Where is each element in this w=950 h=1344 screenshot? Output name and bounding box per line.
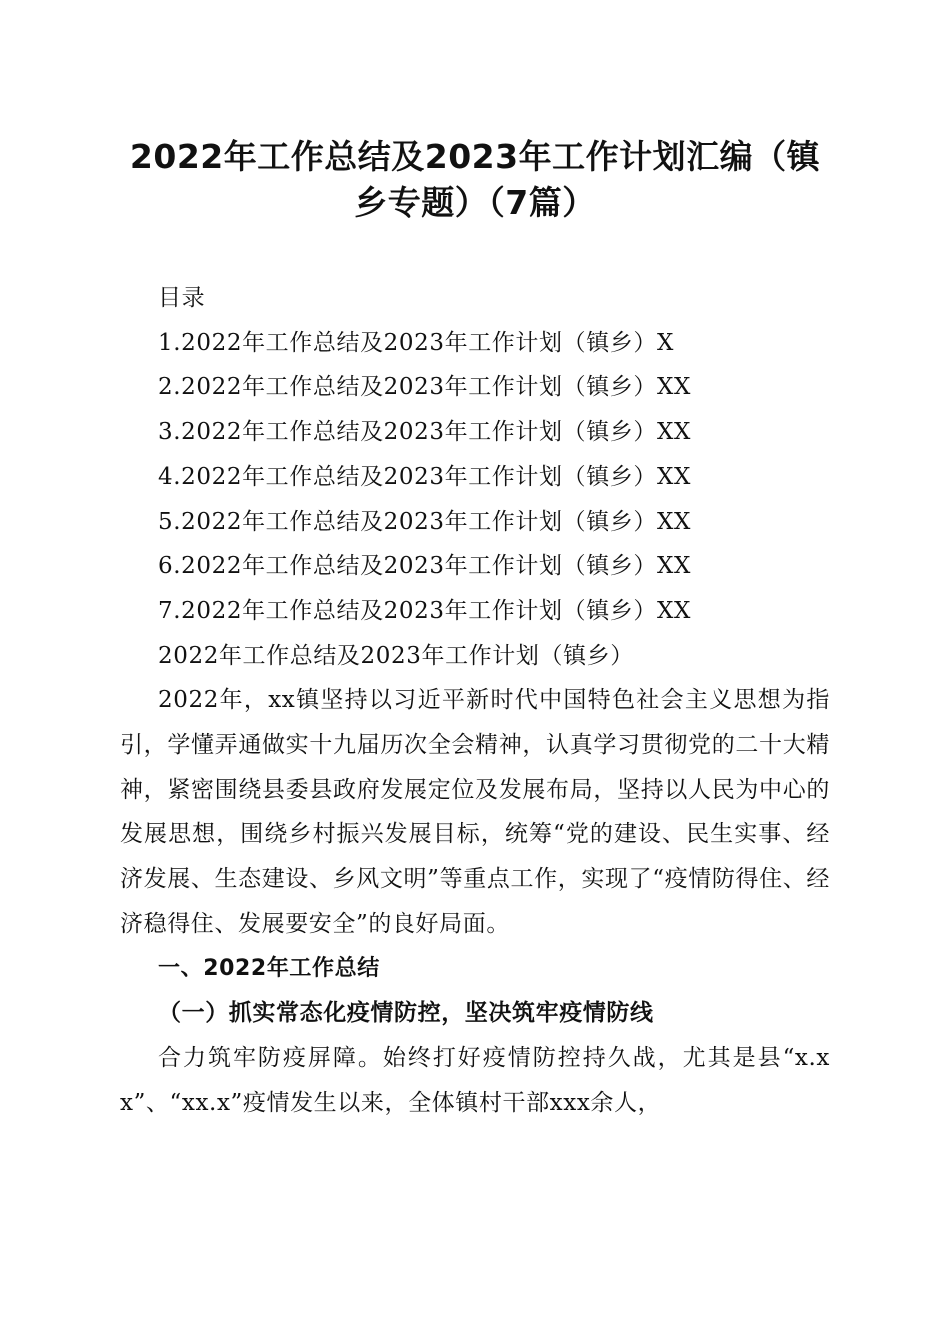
toc-item-6[interactable]: 6.2022年工作总结及2023年工作计划（镇乡）XX	[158, 553, 691, 580]
toc-label: 目录	[158, 285, 206, 311]
toc-item-5[interactable]: 5.2022年工作总结及2023年工作计划（镇乡）XX	[158, 508, 691, 535]
subsection-heading-1: （一）抓实常态化疫情防控，坚决筑牢疫情防线	[158, 999, 654, 1027]
article-title: 2022年工作总结及2023年工作计划（镇乡）	[158, 642, 634, 669]
toc-item-4[interactable]: 4.2022年工作总结及2023年工作计划（镇乡）XX	[158, 463, 691, 490]
toc-item-2[interactable]: 2.2022年工作总结及2023年工作计划（镇乡）XX	[158, 374, 691, 401]
document-title: 2022年工作总结及2023年工作计划汇编（镇乡专题）（7篇）	[129, 137, 821, 222]
intro-paragraph: 2022年，xx镇坚持以习近平新时代中国特色社会主义思想为指引，学懂弄通做实十九届历次全会精神，认真学习贯彻党的二十大精神，紧密围绕县委县政府发展定位及发展布局，坚持以人民为中心的发展思想，围绕乡村振兴发展目标，统筹“党的建设、民生实事、经济发展、生态建设、乡风文明”等重点工作，实现了“疫情防得住、经济稳得住、发展要安全”的良好局面。	[120, 687, 830, 937]
toc-item-7[interactable]: 7.2022年工作总结及2023年工作计划（镇乡）XX	[158, 597, 691, 624]
document-body	[120, 276, 830, 1125]
section-heading-1: 一、2022年工作总结	[158, 955, 380, 981]
subsection-paragraph-1: 合力筑牢防疫屏障。始终打好疫情防控持久战，尤其是县“x.xx”、“xx.x”疫情发生以来，全体镇村干部xxx余人，	[120, 1044, 830, 1116]
toc-item-1[interactable]: 1.2022年工作总结及2023年工作计划（镇乡）X	[158, 329, 674, 356]
toc-item-3[interactable]: 3.2022年工作总结及2023年工作计划（镇乡）XX	[158, 419, 691, 446]
